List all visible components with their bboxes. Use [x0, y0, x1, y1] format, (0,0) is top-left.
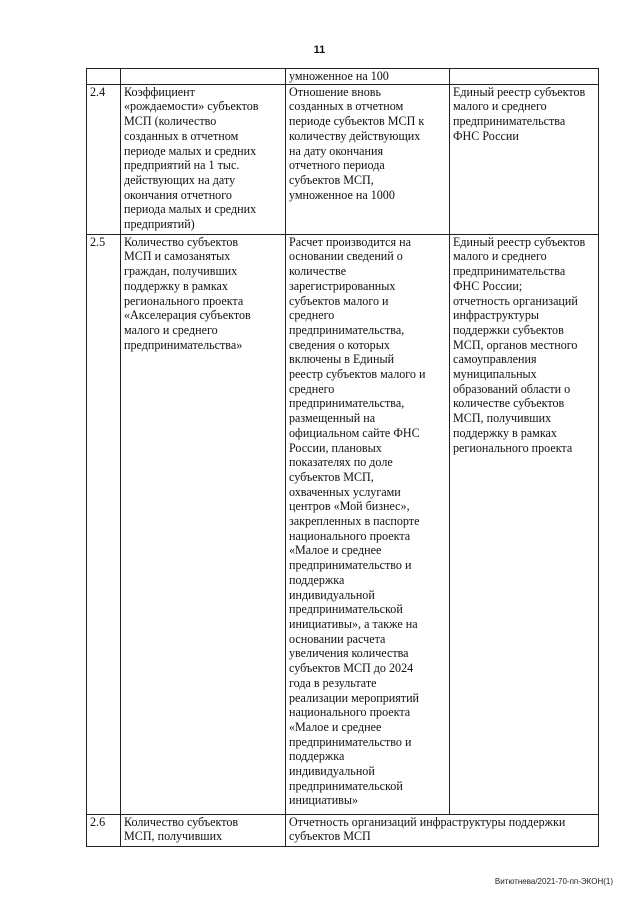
table-row [87, 69, 599, 85]
row-number: 2.4 [87, 84, 121, 234]
table-row [87, 84, 599, 234]
indicator-name: Количество субъектов МСП, получивших [121, 814, 286, 846]
page-number: 11 [313, 44, 326, 56]
calculation-method: умноженное на 100 [286, 69, 450, 85]
data-source: Единый реестр субъектов малого и среднего предпринимательства ФНС России; отчетность организаций инфраструктуры поддержки субъектов МСП, органов местного самоуправления муниципальных образований области о количестве субъектов МСП, получивших поддержку в рамках регионального проекта [450, 234, 599, 814]
calculation-method: Отношение вновь созданных в отчетном периоде субъектов МСП к количеству действующих на дату окончания отчетного периода субъектов МСП, умноженное на 1000 [286, 84, 450, 234]
indicator-name: Количество субъектов МСП и самозанятых граждан, получивших поддержку в рамках регионального проекта «Акселерация субъектов малого и среднего предпринимательства» [121, 234, 286, 814]
indicator-name: Коэффициент «рождаемости» субъектов МСП (количество созданных в отчетном периоде малых и средних предприятий на 1 тыс. действующих на дату окончания отчетного периода малых и средних предприятий) [121, 84, 286, 234]
indicators-table [86, 68, 599, 847]
table-row [87, 234, 599, 814]
table-row [87, 814, 599, 846]
data-source: Единый реестр субъектов малого и среднего предпринимательства ФНС России [450, 84, 599, 234]
row-number: 2.6 [87, 814, 121, 846]
calculation-method: Расчет производится на основании сведений о количестве зарегистрированных субъектов малого и среднего предпринимательства, сведения о которых включены в Единый реестр субъектов малого и среднего предпринимательства, размещенный на официальном сайте ФНС России, плановых показателях по доле субъектов МСП, охваченных услугами центров «Мой бизнес», закрепленных в паспорте национального проекта «Малое и среднее предпринимательство и поддержка индивидуальной предпринимательской инициативы», а также на основании расчета увеличения количества субъектов МСП до 2024 года в результате реализации мероприятий национального проекта «Малое и среднее предпринимательство и поддержка индивидуальной предпринимательской инициативы» [286, 234, 450, 814]
indicator-name [121, 69, 286, 85]
data-source [450, 69, 599, 85]
method-and-source: Отчетность организаций инфраструктуры поддержки субъектов МСП [286, 814, 599, 846]
row-number: 2.5 [87, 234, 121, 814]
row-number [87, 69, 121, 85]
document-footer-code: Витютнева/2021-70-пп-ЭКОН(1) [494, 877, 613, 886]
